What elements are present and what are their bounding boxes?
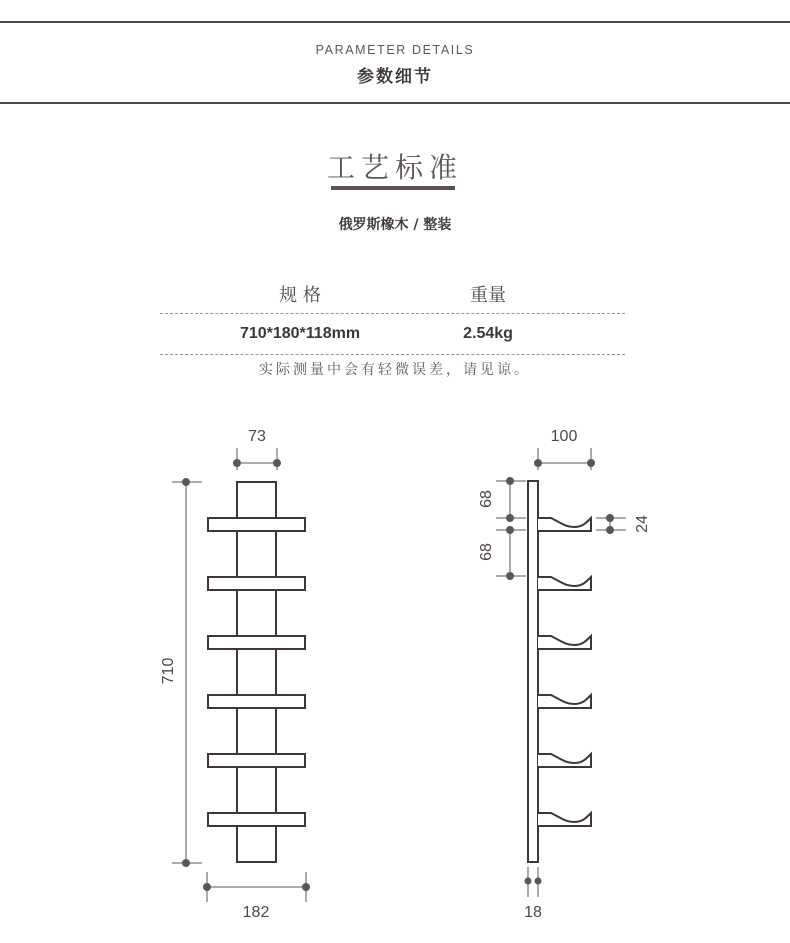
front-shelf	[208, 695, 305, 708]
measurement-note: 实际测量中会有轻微误差，请见谅。	[259, 362, 531, 378]
side-arm	[538, 577, 591, 590]
front-view	[208, 482, 305, 862]
board-thickness-label: 18	[524, 904, 542, 921]
side-arm	[538, 813, 591, 826]
weight-header: 重量	[470, 285, 506, 306]
side-view	[528, 481, 591, 862]
weight-value: 2.54kg	[463, 325, 513, 342]
section-title-cn: 参数细节	[357, 67, 433, 87]
side-between-spacing-label: 68	[478, 543, 495, 561]
spec-header: 规 格	[279, 285, 321, 306]
side-arm	[538, 695, 591, 708]
front-post	[237, 482, 276, 862]
front-shelf	[208, 636, 305, 649]
front-shelf	[208, 577, 305, 590]
side-depth-label: 100	[550, 428, 578, 445]
spec-value: 710*180*118mm	[239, 325, 361, 342]
side-arm	[538, 518, 591, 531]
front-shelf	[208, 518, 305, 531]
material-label: 俄罗斯橡木 / 整装	[338, 217, 452, 233]
side-arm	[538, 636, 591, 649]
front-shelf	[208, 813, 305, 826]
side-dimensions	[496, 448, 626, 897]
front-shelf	[208, 754, 305, 767]
front-bottom-width-label: 182	[242, 904, 270, 921]
craft-standard-title: 工艺标准	[326, 151, 463, 184]
side-board	[528, 481, 538, 862]
side-arm	[538, 754, 591, 767]
arm-thickness-label: 24	[634, 515, 651, 533]
section-title-en: PARAMETER DETAILS	[315, 43, 475, 57]
front-height-label: 710	[160, 657, 177, 685]
side-top-spacing-label: 68	[478, 490, 495, 508]
front-top-width-label: 73	[248, 428, 266, 445]
